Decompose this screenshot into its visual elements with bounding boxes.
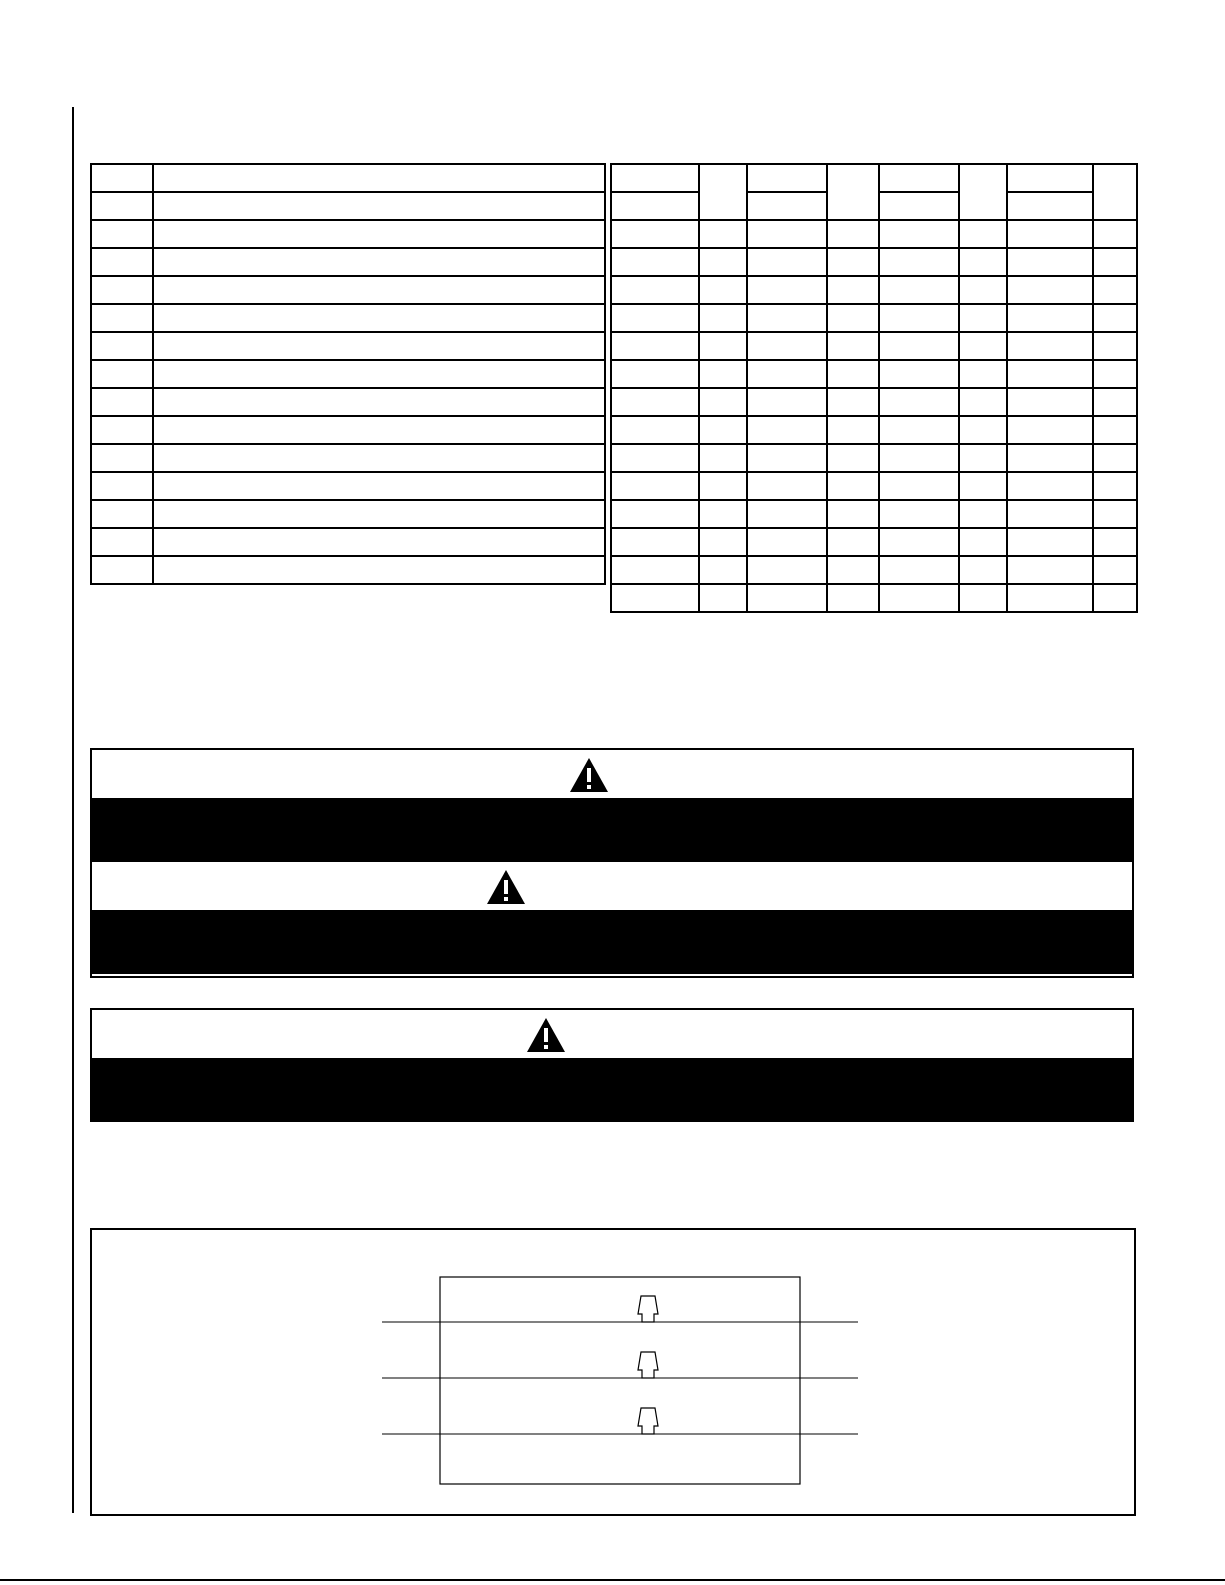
header-cell bbox=[747, 164, 827, 192]
warning-box-3 bbox=[90, 1008, 1134, 1122]
table-cell bbox=[959, 276, 1007, 304]
table-cell bbox=[879, 416, 959, 444]
table-cell bbox=[699, 220, 747, 248]
table-row bbox=[91, 416, 605, 444]
wire-nut-icon bbox=[638, 1296, 658, 1322]
header-cell bbox=[959, 164, 1007, 220]
table-cell bbox=[879, 500, 959, 528]
table-cell bbox=[699, 584, 747, 612]
table-cell bbox=[1093, 248, 1137, 276]
table-cell bbox=[1093, 500, 1137, 528]
table-cell bbox=[1007, 220, 1093, 248]
wire-nut-icon bbox=[638, 1408, 658, 1434]
caution-triangle-icon bbox=[486, 869, 526, 905]
table-row bbox=[611, 388, 1137, 416]
table-cell bbox=[1093, 556, 1137, 584]
table-cell bbox=[1007, 500, 1093, 528]
table-row bbox=[611, 556, 1137, 584]
table-cell bbox=[1007, 248, 1093, 276]
warning-header-3 bbox=[92, 1010, 1132, 1058]
caution-triangle-icon bbox=[569, 757, 609, 793]
table-cell bbox=[153, 192, 605, 220]
table-cell bbox=[827, 556, 879, 584]
table-cell bbox=[699, 528, 747, 556]
table-cell bbox=[611, 332, 699, 360]
parts-table-description bbox=[90, 163, 606, 585]
table-cell bbox=[153, 388, 605, 416]
table-cell bbox=[611, 388, 699, 416]
table-row bbox=[91, 556, 605, 584]
table-cell bbox=[699, 276, 747, 304]
table-cell bbox=[747, 220, 827, 248]
table-row bbox=[611, 472, 1137, 500]
table-cell bbox=[1093, 220, 1137, 248]
table-row bbox=[611, 500, 1137, 528]
table-cell bbox=[1007, 388, 1093, 416]
table-cell bbox=[611, 528, 699, 556]
table-row bbox=[611, 220, 1137, 248]
table-cell bbox=[611, 360, 699, 388]
table-cell bbox=[879, 332, 959, 360]
table-cell bbox=[747, 416, 827, 444]
header-cell bbox=[1093, 164, 1137, 220]
header-cell bbox=[1007, 192, 1093, 220]
table-cell bbox=[1007, 444, 1093, 472]
table-cell bbox=[959, 304, 1007, 332]
table-cell bbox=[827, 304, 879, 332]
table-cell bbox=[1007, 304, 1093, 332]
table-cell bbox=[747, 388, 827, 416]
header-cell bbox=[91, 164, 153, 192]
table-cell bbox=[1007, 416, 1093, 444]
warning-box-1 bbox=[90, 748, 1134, 978]
caution-triangle-icon bbox=[526, 1017, 566, 1053]
table-cell bbox=[153, 332, 605, 360]
table-cell bbox=[1007, 528, 1093, 556]
table-cell bbox=[879, 304, 959, 332]
header-cell bbox=[611, 192, 699, 220]
table-cell bbox=[91, 248, 153, 276]
table-cell bbox=[1093, 388, 1137, 416]
parts-table-values bbox=[610, 163, 1138, 613]
table-cell bbox=[959, 248, 1007, 276]
header-cell bbox=[611, 164, 699, 192]
table-cell bbox=[879, 444, 959, 472]
header-cell bbox=[699, 164, 747, 220]
table-cell bbox=[827, 276, 879, 304]
table-cell bbox=[1093, 584, 1137, 612]
table-cell bbox=[827, 388, 879, 416]
table-cell bbox=[153, 248, 605, 276]
table-cell bbox=[91, 500, 153, 528]
table-row bbox=[91, 248, 605, 276]
table-cell bbox=[827, 584, 879, 612]
table-cell bbox=[827, 500, 879, 528]
table-cell bbox=[611, 444, 699, 472]
wiring-diagram bbox=[90, 1228, 1136, 1516]
table-cell bbox=[153, 528, 605, 556]
table-cell bbox=[1007, 360, 1093, 388]
table-cell bbox=[699, 360, 747, 388]
table-cell bbox=[611, 500, 699, 528]
table-cell bbox=[747, 360, 827, 388]
table-row bbox=[91, 220, 605, 248]
table-cell bbox=[879, 472, 959, 500]
table-cell bbox=[959, 472, 1007, 500]
junction-box-outline bbox=[440, 1277, 800, 1484]
table-cell bbox=[699, 472, 747, 500]
table-cell bbox=[827, 332, 879, 360]
table-cell bbox=[827, 472, 879, 500]
table-row bbox=[91, 332, 605, 360]
table-cell bbox=[91, 416, 153, 444]
table-cell bbox=[827, 220, 879, 248]
table-cell bbox=[747, 556, 827, 584]
table-cell bbox=[153, 444, 605, 472]
table-cell bbox=[91, 332, 153, 360]
table-cell bbox=[1007, 332, 1093, 360]
table-cell bbox=[91, 276, 153, 304]
table-cell bbox=[959, 416, 1007, 444]
table-cell bbox=[611, 584, 699, 612]
table-cell bbox=[699, 388, 747, 416]
table-cell bbox=[1093, 276, 1137, 304]
table-cell bbox=[827, 528, 879, 556]
table-cell bbox=[699, 248, 747, 276]
table-row bbox=[611, 416, 1137, 444]
table-cell bbox=[91, 220, 153, 248]
table-cell bbox=[153, 500, 605, 528]
table-cell bbox=[879, 276, 959, 304]
table-row bbox=[611, 528, 1137, 556]
header-cell bbox=[153, 164, 605, 192]
table-cell bbox=[827, 248, 879, 276]
wiring-diagram-drawing bbox=[92, 1230, 1138, 1518]
header-cell bbox=[879, 164, 959, 192]
table-cell bbox=[747, 528, 827, 556]
table-cell bbox=[91, 528, 153, 556]
table-cell bbox=[747, 500, 827, 528]
table-cell bbox=[959, 528, 1007, 556]
table-cell bbox=[1007, 584, 1093, 612]
table-row bbox=[611, 584, 1137, 612]
table-cell bbox=[1007, 276, 1093, 304]
table-cell bbox=[959, 220, 1007, 248]
table-row bbox=[91, 388, 605, 416]
table-cell bbox=[1093, 304, 1137, 332]
table-cell bbox=[611, 472, 699, 500]
table-cell bbox=[611, 248, 699, 276]
table-row bbox=[91, 472, 605, 500]
table-cell bbox=[1007, 472, 1093, 500]
table-cell bbox=[879, 584, 959, 612]
table-cell bbox=[879, 360, 959, 388]
table-cell bbox=[1093, 472, 1137, 500]
table-cell bbox=[747, 276, 827, 304]
table-cell bbox=[153, 472, 605, 500]
table-cell bbox=[699, 416, 747, 444]
table-cell bbox=[747, 304, 827, 332]
table-cell bbox=[611, 304, 699, 332]
table-cell bbox=[91, 304, 153, 332]
header-cell bbox=[879, 192, 959, 220]
table-cell bbox=[153, 304, 605, 332]
table-header-row bbox=[611, 164, 1137, 192]
table-cell bbox=[699, 500, 747, 528]
table-cell bbox=[153, 220, 605, 248]
table-cell bbox=[1093, 332, 1137, 360]
table-cell bbox=[153, 276, 605, 304]
warning-header-1 bbox=[92, 750, 1132, 798]
table-cell bbox=[747, 332, 827, 360]
table-cell bbox=[153, 360, 605, 388]
table-cell bbox=[699, 304, 747, 332]
footer-rule bbox=[0, 1579, 1225, 1581]
table-cell bbox=[959, 500, 1007, 528]
table-cell bbox=[91, 472, 153, 500]
left-margin-rule bbox=[72, 107, 74, 1513]
table-row bbox=[91, 304, 605, 332]
table-cell bbox=[959, 360, 1007, 388]
warning-body-2 bbox=[92, 910, 1132, 974]
wire-nut-icon bbox=[638, 1352, 658, 1378]
header-cell bbox=[1007, 164, 1093, 192]
warning-body-1 bbox=[92, 798, 1132, 862]
table-cell bbox=[1093, 416, 1137, 444]
table-row bbox=[611, 304, 1137, 332]
table-cell bbox=[611, 276, 699, 304]
table-row bbox=[91, 360, 605, 388]
table-cell bbox=[91, 444, 153, 472]
table-cell bbox=[879, 388, 959, 416]
warning-body-3 bbox=[92, 1058, 1132, 1122]
table-cell bbox=[959, 388, 1007, 416]
table-cell bbox=[959, 556, 1007, 584]
table-cell bbox=[879, 556, 959, 584]
table-cell bbox=[153, 556, 605, 584]
table-cell bbox=[747, 584, 827, 612]
table-cell bbox=[879, 248, 959, 276]
table-cell bbox=[747, 248, 827, 276]
table-cell bbox=[959, 584, 1007, 612]
table-cell bbox=[699, 444, 747, 472]
table-cell bbox=[959, 444, 1007, 472]
table-cell bbox=[699, 332, 747, 360]
header-cell bbox=[827, 164, 879, 220]
table-cell bbox=[91, 192, 153, 220]
table-row bbox=[611, 360, 1137, 388]
table-cell bbox=[91, 388, 153, 416]
table-cell bbox=[1093, 528, 1137, 556]
table-cell bbox=[91, 556, 153, 584]
table-cell bbox=[153, 416, 605, 444]
table-row bbox=[611, 276, 1137, 304]
table-cell bbox=[91, 360, 153, 388]
table-cell bbox=[1093, 444, 1137, 472]
table-cell bbox=[1007, 556, 1093, 584]
table-row bbox=[611, 444, 1137, 472]
table-cell bbox=[747, 472, 827, 500]
table-row bbox=[91, 192, 605, 220]
wire-group bbox=[382, 1296, 858, 1434]
table-cell bbox=[879, 220, 959, 248]
table-cell bbox=[699, 556, 747, 584]
table-cell bbox=[827, 360, 879, 388]
header-cell bbox=[747, 192, 827, 220]
table-cell bbox=[747, 444, 827, 472]
table-row bbox=[91, 528, 605, 556]
warning-header-2 bbox=[92, 862, 1132, 910]
table-row bbox=[611, 248, 1137, 276]
table-cell bbox=[827, 444, 879, 472]
table-cell bbox=[879, 528, 959, 556]
table-row bbox=[91, 444, 605, 472]
table-row bbox=[91, 276, 605, 304]
table-row bbox=[91, 500, 605, 528]
table-row bbox=[611, 332, 1137, 360]
table-cell bbox=[611, 556, 699, 584]
table-cell bbox=[1093, 360, 1137, 388]
table-cell bbox=[611, 220, 699, 248]
table-cell bbox=[827, 416, 879, 444]
table-cell bbox=[959, 332, 1007, 360]
table-cell bbox=[611, 416, 699, 444]
